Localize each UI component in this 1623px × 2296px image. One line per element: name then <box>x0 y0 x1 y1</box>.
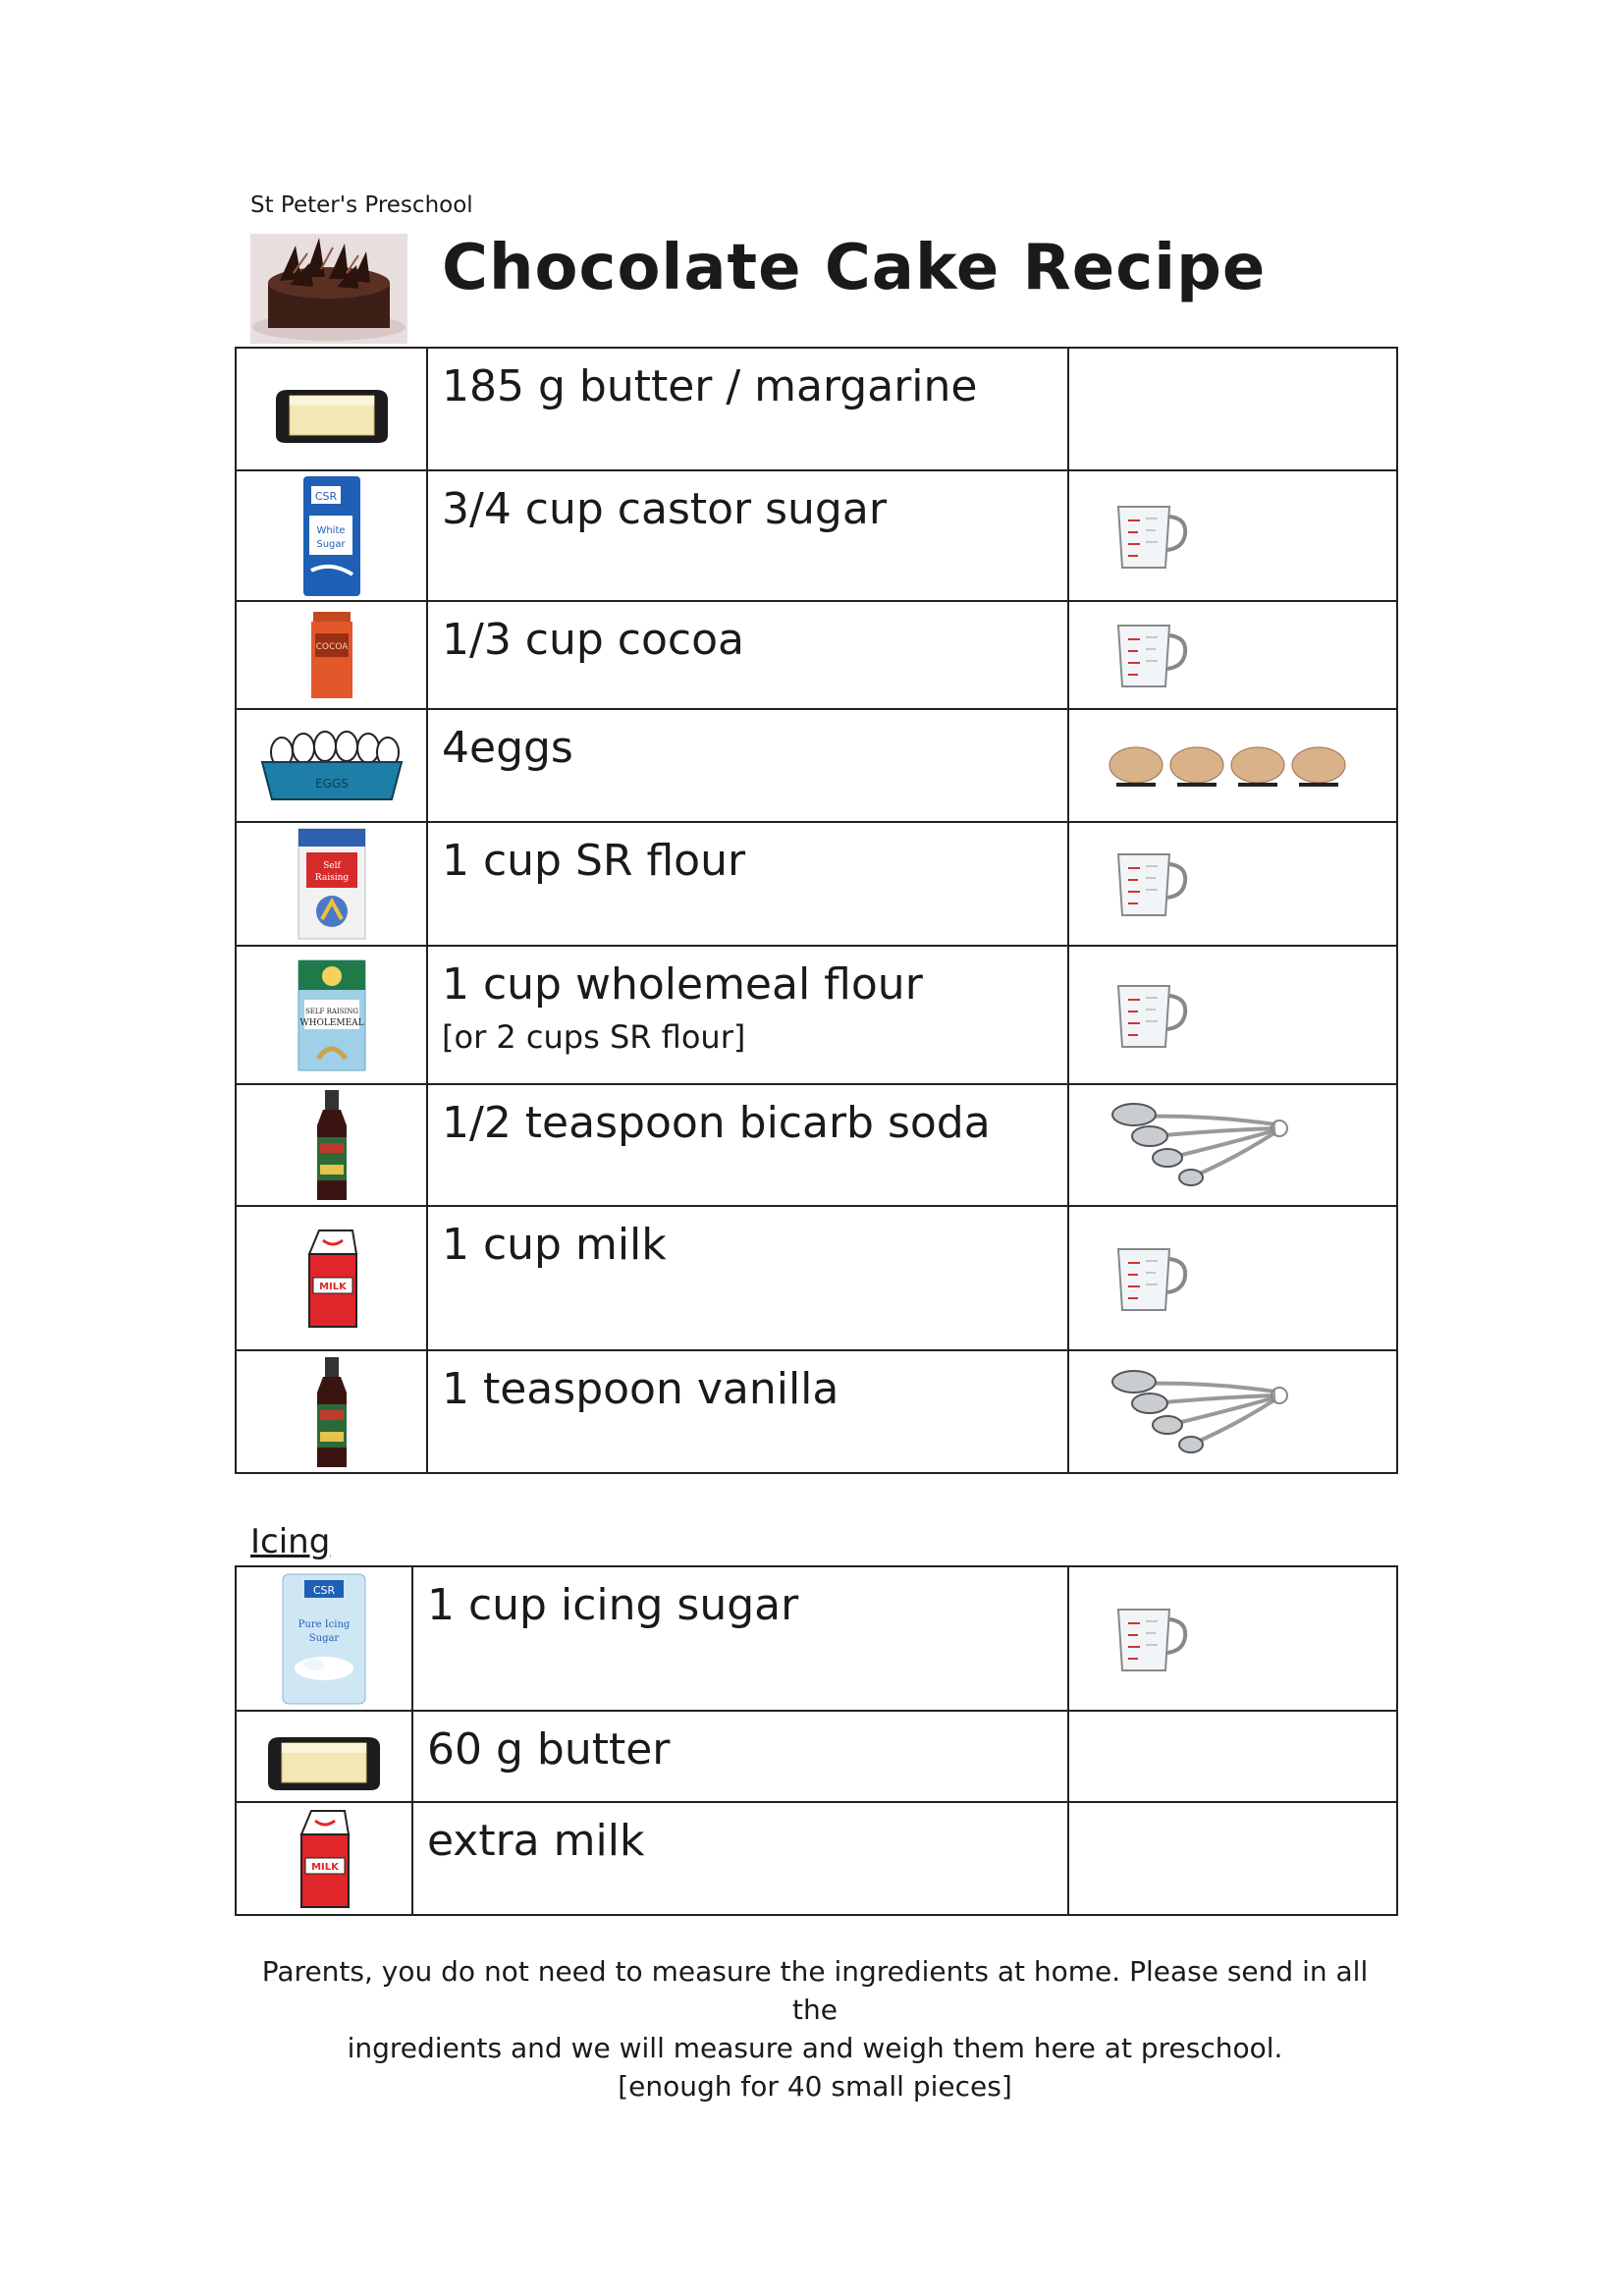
milk-carton-icon <box>290 1848 358 1873</box>
icing-ingredient-row <box>236 1711 1397 1802</box>
bottle-icon <box>307 1401 356 1420</box>
ingredient-text-cell <box>427 348 1068 470</box>
measuring-tool-cell <box>1068 1206 1397 1350</box>
icing-heading: Icing <box>250 1522 331 1561</box>
ingredient-row <box>236 822 1397 946</box>
chocolate-cake-photo <box>250 234 407 344</box>
ingredient-row <box>236 348 1397 470</box>
ingredient-picture-cell <box>236 1350 427 1473</box>
flour-pack-icon <box>293 861 371 893</box>
ingredient-row <box>236 1350 1397 1473</box>
measuring-tool-cell <box>1068 1084 1397 1206</box>
measuring-cup-icon <box>1069 874 1197 893</box>
ingredient-row <box>236 1206 1397 1350</box>
measuring-cup-icon <box>1069 1628 1197 1647</box>
icing-ingredient-row <box>236 1802 1397 1915</box>
ingredient-picture-cell <box>236 709 427 822</box>
ingredient-label: 185 g butter / margarine <box>442 361 978 411</box>
ingredient-row <box>236 1084 1397 1206</box>
ingredient-label: 1 cup milk <box>442 1220 667 1270</box>
milk-carton-icon <box>298 1268 366 1292</box>
ingredient-text-cell <box>427 1084 1068 1206</box>
measuring-spoons-icon <box>1069 1135 1305 1154</box>
measuring-tool-cell <box>1068 1350 1397 1473</box>
ingredient-row <box>236 601 1397 709</box>
svg-text:MILK: MILK <box>311 1861 339 1873</box>
svg-text:COCOA: COCOA <box>315 642 348 652</box>
ingredient-picture-cell <box>236 601 427 709</box>
svg-text:Pure Icing: Pure Icing <box>298 1618 351 1630</box>
ingredient-row <box>236 709 1397 822</box>
ingredient-text-cell <box>427 601 1068 709</box>
butter-icon <box>260 1746 388 1765</box>
ingredient-label: 3/4 cup castor sugar <box>442 484 887 534</box>
measuring-spoons-icon <box>1069 1401 1305 1420</box>
ingredient-picture-cell <box>236 470 427 601</box>
ingredient-picture-cell <box>236 1711 412 1802</box>
svg-text:Sugar: Sugar <box>308 1632 340 1644</box>
ingredient-text-cell <box>427 470 1068 601</box>
svg-text:Sugar: Sugar <box>315 538 346 550</box>
svg-text:SELF RAISING: SELF RAISING <box>304 1007 358 1015</box>
cocoa-tin-icon <box>307 642 356 664</box>
ingredient-label: 1/2 teaspoon bicarb soda <box>442 1098 991 1148</box>
butter-icon <box>268 399 396 417</box>
ingredient-label: 1/3 cup cocoa <box>442 615 744 665</box>
svg-text:CSR: CSR <box>314 489 337 503</box>
eggs-icon <box>1069 755 1354 774</box>
ingredient-label: 60 g butter <box>427 1724 671 1775</box>
measuring-tool-cell <box>1068 470 1397 601</box>
ingredient-text-cell <box>427 946 1068 1084</box>
parents-note-line-3: [enough for 40 small pieces] <box>618 2070 1012 2103</box>
measuring-tool-cell <box>1068 348 1397 470</box>
ingredient-label: 4eggs <box>442 723 573 773</box>
parents-note-line-2: ingredients and we will measure and weigh them here at preschool. <box>347 2032 1283 2064</box>
measuring-tool-cell <box>1068 946 1397 1084</box>
svg-text:WHOLEMEAL: WHOLEMEAL <box>298 1017 364 1028</box>
sugar-pack-icon <box>298 489 366 550</box>
measuring-tool-cell <box>1068 601 1397 709</box>
measuring-cup-icon <box>1069 1005 1197 1023</box>
page-title: Chocolate Cake Recipe <box>442 232 1267 304</box>
ingredient-label: extra milk <box>427 1816 645 1866</box>
ingredient-picture-cell <box>236 1206 427 1350</box>
ingredient-note: [or 2 cups SR flour] <box>442 1017 746 1056</box>
svg-text:Self: Self <box>322 861 341 871</box>
measuring-cup-icon <box>1069 525 1197 544</box>
parents-note <box>236 1952 1394 2105</box>
ingredient-text-cell <box>427 1350 1068 1473</box>
ingredient-picture-cell <box>236 1084 427 1206</box>
svg-text:MILK: MILK <box>318 1281 347 1292</box>
wholemeal-flour-icon <box>293 1005 371 1028</box>
measuring-tool-cell <box>1068 1802 1397 1915</box>
ingredient-text-cell <box>427 709 1068 822</box>
ingredient-label: 1 teaspoon vanilla <box>442 1364 839 1414</box>
svg-text:White: White <box>315 524 346 536</box>
ingredient-text-cell <box>427 1206 1068 1350</box>
measuring-tool-cell <box>1068 822 1397 946</box>
svg-text:EGGS: EGGS <box>314 776 349 791</box>
measuring-cup-icon <box>1069 1268 1197 1286</box>
icing-ingredient-row <box>236 1566 1397 1711</box>
ingredient-picture-cell <box>236 1802 412 1915</box>
ingredient-text-cell <box>412 1802 1068 1915</box>
ingredient-picture-cell <box>236 822 427 946</box>
svg-text:Raising: Raising <box>314 873 349 883</box>
ingredient-picture-cell <box>236 348 427 470</box>
svg-text:CSR: CSR <box>312 1583 336 1597</box>
ingredient-picture-cell <box>236 1566 412 1711</box>
ingredients-table <box>235 347 1398 1474</box>
measuring-cup-icon <box>1069 645 1197 664</box>
measuring-tool-cell <box>1068 1711 1397 1802</box>
icing-sugar-icon <box>275 1583 373 1647</box>
ingredient-picture-cell <box>236 946 427 1084</box>
ingredient-text-cell <box>427 822 1068 946</box>
ingredient-row <box>236 946 1397 1084</box>
ingredient-row <box>236 470 1397 601</box>
egg-carton-icon <box>258 755 406 791</box>
ingredient-label: 1 cup wholemeal flour <box>442 959 923 1010</box>
school-name: St Peter's Preschool <box>250 192 473 218</box>
parents-note-line-1: Parents, you do not need to measure the ingredients at home. Please send in all the <box>261 1955 1369 2026</box>
ingredient-label: 1 cup icing sugar <box>427 1580 799 1630</box>
ingredient-text-cell <box>412 1566 1068 1711</box>
measuring-tool-cell <box>1068 709 1397 822</box>
bottle-icon <box>307 1135 356 1154</box>
ingredient-text-cell <box>412 1711 1068 1802</box>
measuring-tool-cell <box>1068 1566 1397 1711</box>
ingredient-label: 1 cup SR flour <box>442 836 746 886</box>
icing-table <box>235 1565 1398 1916</box>
